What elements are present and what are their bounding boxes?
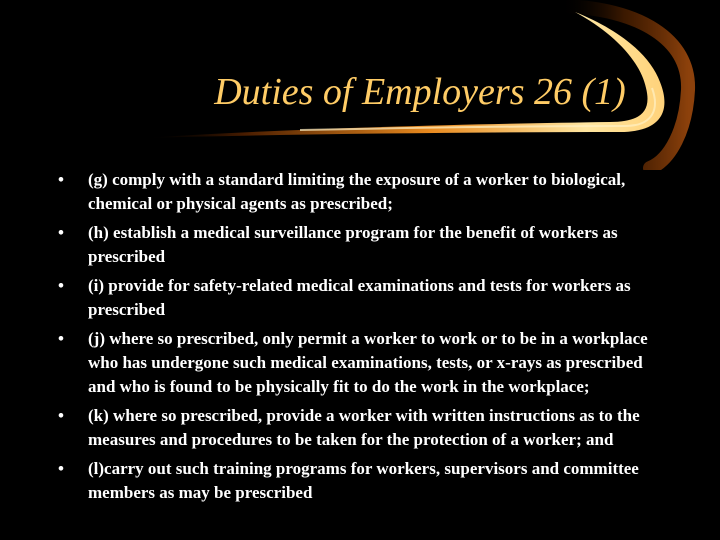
bullet-text: (j) where so prescribed, only permit a worker to work or to be in a workplace who has undergone such medical examinations, tests, or x-rays as prescribed and who is found to be physically fit to do the work in the workplace;	[88, 329, 648, 396]
bullet-icon: •	[58, 170, 64, 189]
list-item	[58, 274, 658, 322]
bullet-icon: •	[58, 459, 64, 478]
bullet-icon: •	[58, 276, 64, 295]
list-item	[58, 327, 658, 399]
bullet-text: (k) where so prescribed, provide a worker with written instructions as to the measures and procedures to be taken for the protection of a worker; and	[88, 406, 640, 449]
list-item	[58, 457, 658, 505]
bullet-text: (g) comply with a standard limiting the exposure of a worker to biological, chemical or physical agents as prescribed;	[88, 170, 626, 213]
bullet-list	[58, 168, 658, 510]
bullet-text: (i) provide for safety-related medical examinations and tests for workers as prescribed	[88, 276, 631, 319]
bullet-text: (l)carry out such training programs for workers, supervisors and committee members as may be prescribed	[88, 459, 639, 502]
slide-title: Duties of Employers 26 (1)	[214, 71, 626, 113]
bullet-text: (h) establish a medical surveillance program for the benefit of workers as prescribed	[88, 223, 618, 266]
bullet-icon: •	[58, 223, 64, 242]
list-item	[58, 404, 658, 452]
list-item	[58, 221, 658, 269]
bullet-icon: •	[58, 406, 64, 425]
bullet-icon: •	[58, 329, 64, 348]
list-item	[58, 168, 658, 216]
